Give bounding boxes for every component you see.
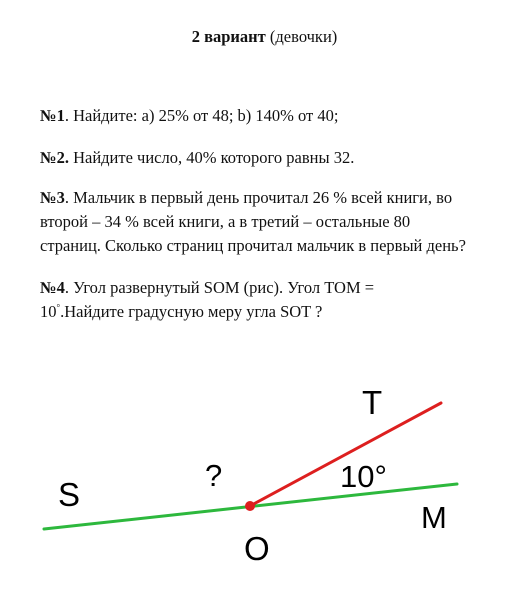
unknown-angle-label: ? <box>205 458 223 493</box>
task-2-number: №2. <box>40 148 69 167</box>
task-2-text: Найдите число, 40% которого равны 32. <box>68 148 355 167</box>
task-4-line-1 <box>40 276 510 300</box>
task-3-text-1: . Мальчик в первый день прочитал 26 % всей книги, во <box>64 188 453 207</box>
vertex-point-o <box>245 501 255 511</box>
task-4-line-2 <box>40 300 510 324</box>
task-4-text-1: . Угол развернутый SOM (рис). Угол TOM = <box>64 278 375 297</box>
task-1-text: . Найдите: а) 25% от 48; b) 140% от 40; <box>64 106 339 125</box>
label-t: T <box>362 384 383 421</box>
task-1 <box>40 104 510 128</box>
group-label: (девочки) <box>269 27 338 46</box>
label-m: M <box>421 500 447 535</box>
task-2 <box>40 146 510 170</box>
given-angle-label: 10° <box>340 459 387 494</box>
label-o: O <box>244 530 270 567</box>
degree-sign: ° <box>56 302 61 313</box>
task-4-number: №4 <box>40 278 65 297</box>
task-3-line-1 <box>40 186 510 210</box>
task-3-number: №3 <box>40 188 65 207</box>
task-4 <box>40 276 510 324</box>
task-3-line-3: страниц. Сколько страниц прочитал мальчик в первый день? <box>40 236 466 255</box>
page-title <box>0 27 529 47</box>
variant-label: 2 вариант <box>191 27 266 46</box>
task-3-line-2: второй – 34 % всей книги, а в третий – остальные 80 <box>40 212 411 231</box>
label-s: S <box>58 476 81 513</box>
angle-figure <box>0 360 529 594</box>
task-3 <box>40 186 510 258</box>
task-4-text-2: .Найдите градусную меру угла SOT ? <box>60 302 323 321</box>
task-1-number: №1 <box>40 106 65 125</box>
task-4-angle-value: 10 <box>40 302 57 321</box>
